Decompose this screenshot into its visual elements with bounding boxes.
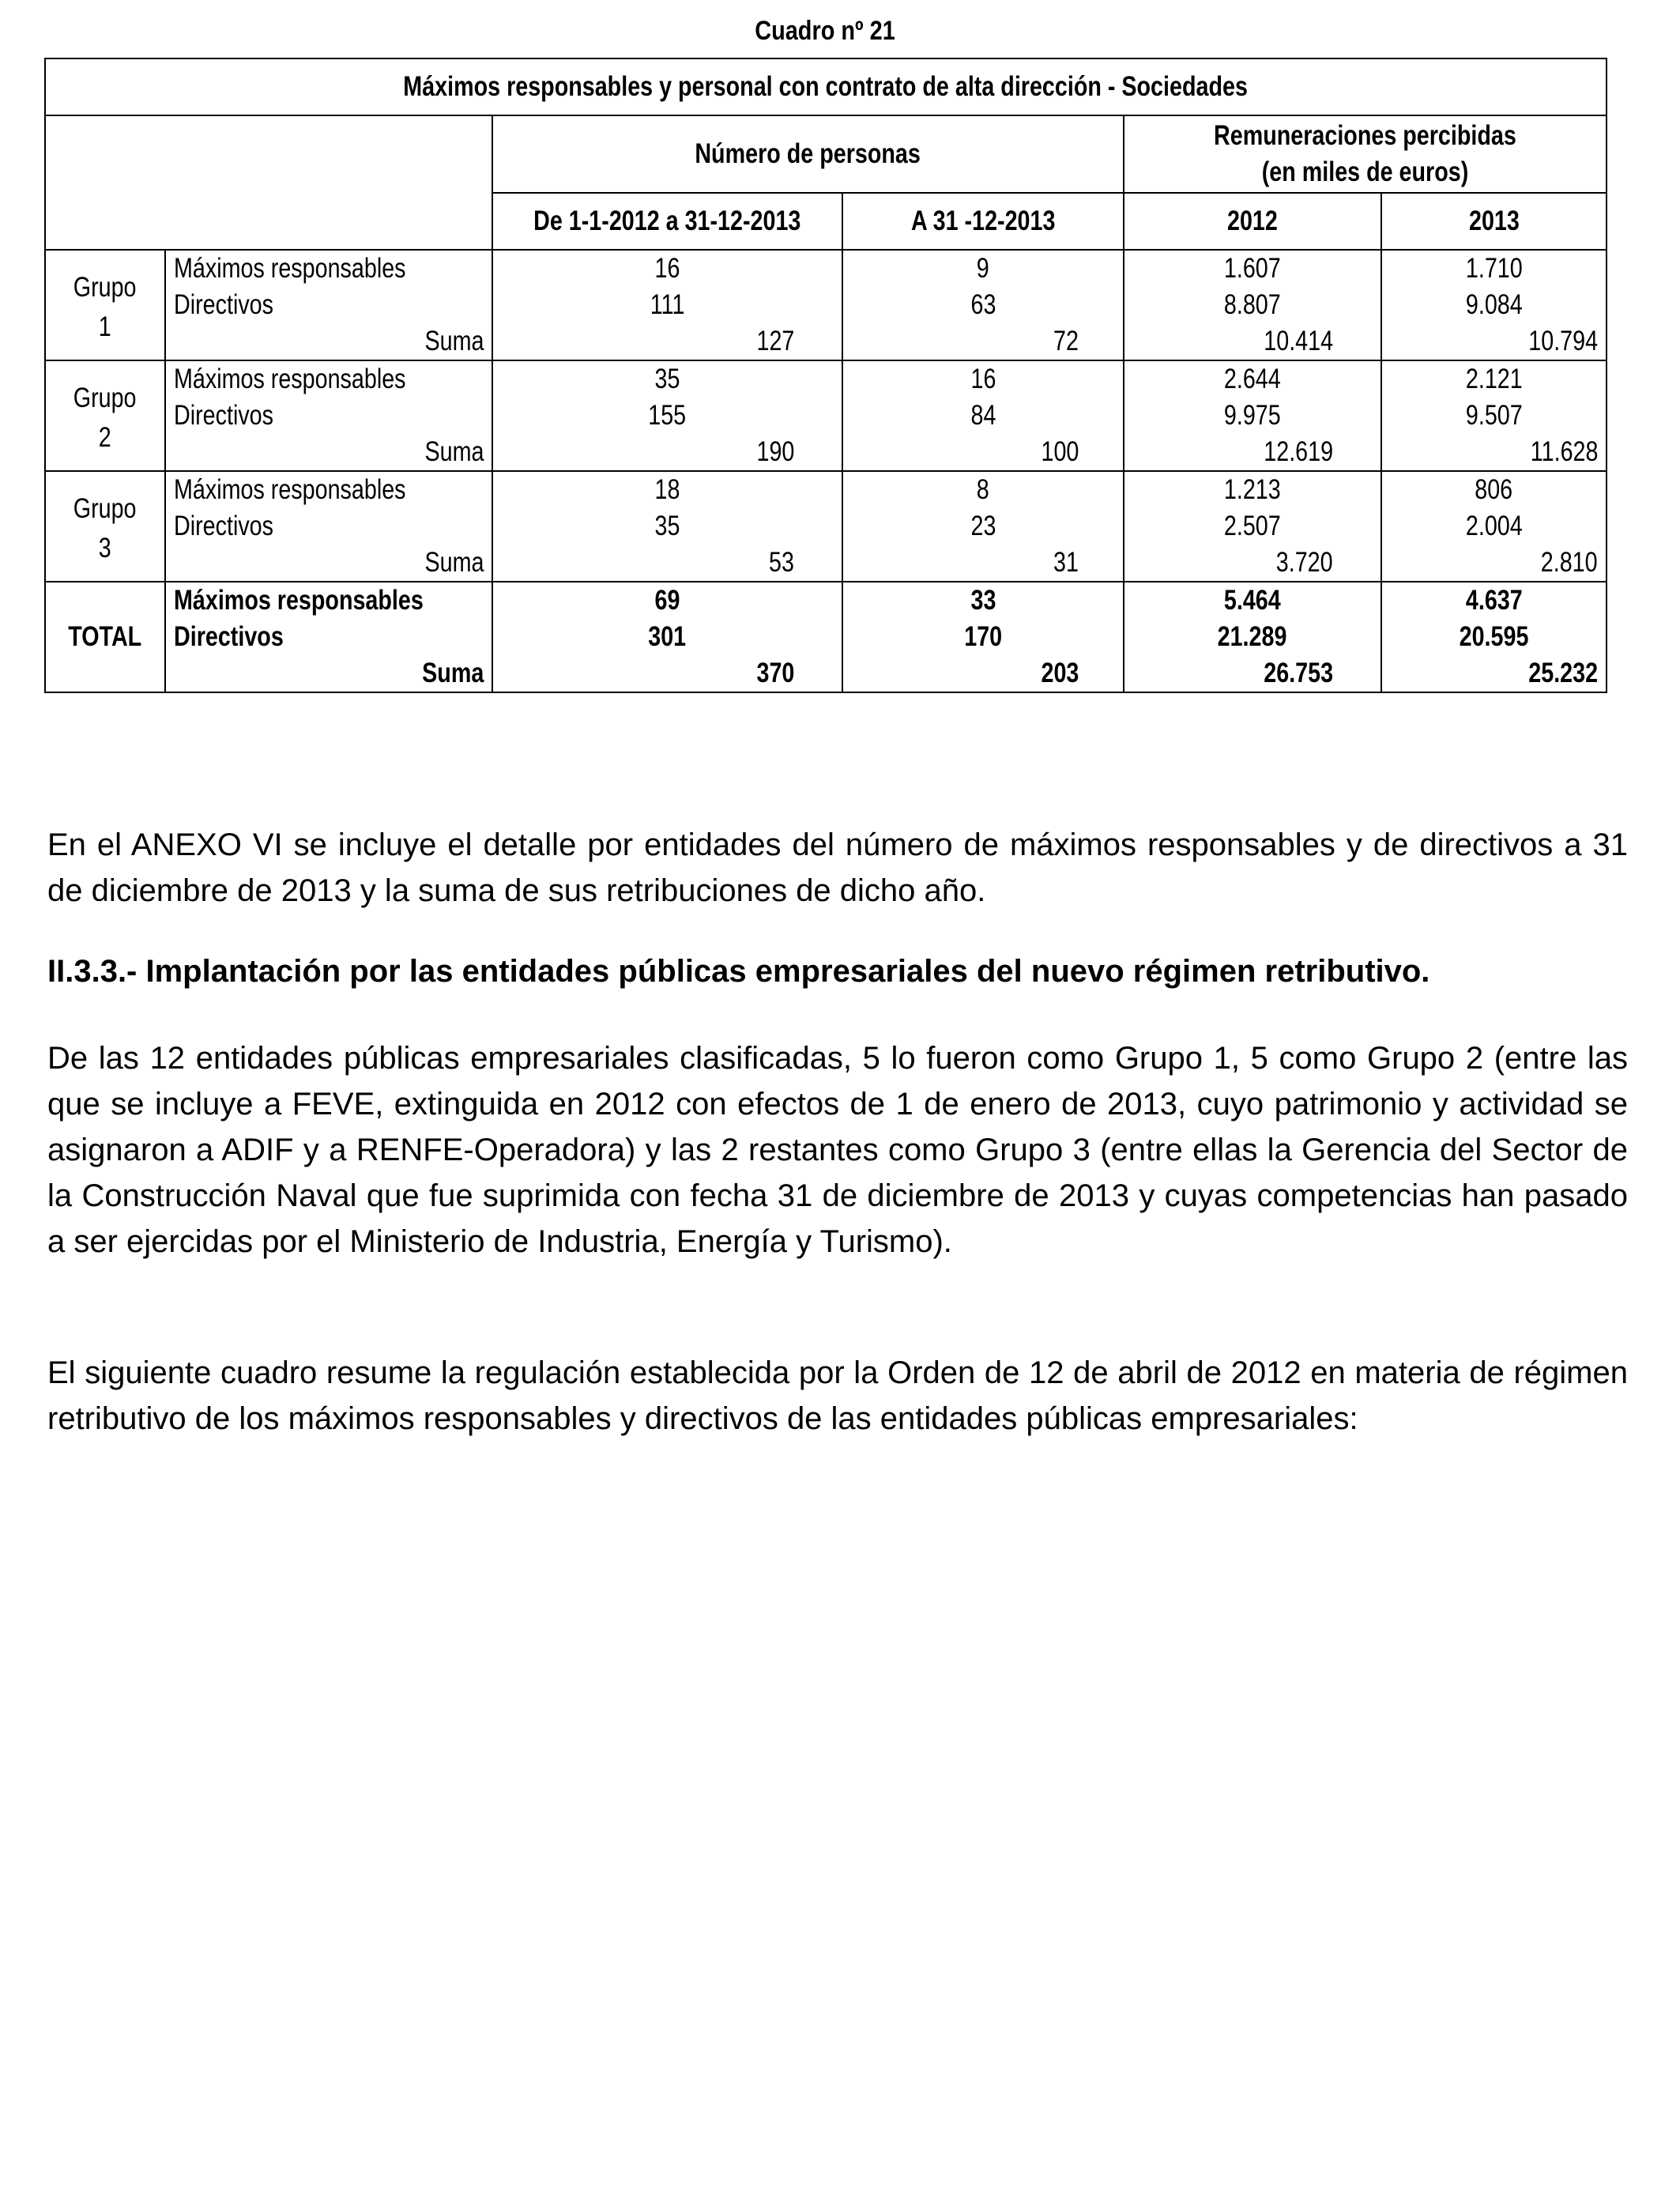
cell-rem-2012: 8.807 <box>1124 287 1381 323</box>
header-col-2013: 2013 <box>1381 193 1607 250</box>
group-label: Grupo 2 <box>45 360 165 471</box>
cell-a-fecha: 31 <box>842 545 1124 582</box>
table-row-total-sum <box>45 655 1607 692</box>
cell-rem-2012: 3.720 <box>1124 545 1381 582</box>
cell-rem-2013: 4.637 <box>1381 582 1607 619</box>
row-label: Máximos responsables <box>165 582 492 619</box>
cell-periodo: 111 <box>492 287 842 323</box>
paragraph-3: El siguiente cuadro resume la regulación establecida por la Orden de 12 de abril de 2012 en materia de régimen retributivo de los máximos responsables y directivos de las entidades públicas empresariales: <box>47 1355 1628 1436</box>
table-title-row <box>45 58 1607 115</box>
cell-rem-2012: 9.975 <box>1124 398 1381 434</box>
cell-rem-2012: 2.644 <box>1124 360 1381 398</box>
row-label: Suma <box>165 655 492 692</box>
cell-rem-2012: 12.619 <box>1124 434 1381 471</box>
cell-periodo: 35 <box>492 360 842 398</box>
table-row <box>45 360 1607 398</box>
cell-rem-2013: 806 <box>1381 471 1607 508</box>
cell-rem-2013: 11.628 <box>1381 434 1607 471</box>
cell-rem-2013: 20.595 <box>1381 619 1607 655</box>
cell-rem-2012: 26.753 <box>1124 655 1381 692</box>
cell-a-fecha: 63 <box>842 287 1124 323</box>
table-row-total <box>45 582 1607 619</box>
row-label: Máximos responsables <box>165 360 492 398</box>
row-label: Directivos <box>165 619 492 655</box>
total-label: TOTAL <box>45 582 165 692</box>
cell-rem-2013: 2.004 <box>1381 508 1607 545</box>
cell-periodo: 127 <box>492 323 842 360</box>
cell-a-fecha: 9 <box>842 250 1124 287</box>
row-label: Suma <box>165 545 492 582</box>
cell-periodo: 155 <box>492 398 842 434</box>
cell-periodo: 301 <box>492 619 842 655</box>
cell-a-fecha: 8 <box>842 471 1124 508</box>
cell-rem-2013: 2.810 <box>1381 545 1607 582</box>
group-label: Grupo 1 <box>45 250 165 360</box>
table-row-sum <box>45 323 1607 360</box>
table-row <box>45 287 1607 323</box>
header-col-period: De 1-1-2012 a 31-12-2013 <box>492 193 842 250</box>
row-label: Máximos responsables <box>165 250 492 287</box>
cell-a-fecha: 23 <box>842 508 1124 545</box>
cell-a-fecha: 33 <box>842 582 1124 619</box>
table-row-sum <box>45 434 1607 471</box>
cell-rem-2013: 25.232 <box>1381 655 1607 692</box>
cell-rem-2012: 1.213 <box>1124 471 1381 508</box>
row-label: Directivos <box>165 508 492 545</box>
cell-rem-2012: 21.289 <box>1124 619 1381 655</box>
cell-a-fecha: 16 <box>842 360 1124 398</box>
cell-periodo: 190 <box>492 434 842 471</box>
cell-periodo: 16 <box>492 250 842 287</box>
cell-a-fecha: 203 <box>842 655 1124 692</box>
table-caption: Cuadro nº 21 <box>755 16 895 46</box>
row-label: Directivos <box>165 398 492 434</box>
cell-rem-2012: 2.507 <box>1124 508 1381 545</box>
cell-rem-2013: 1.710 <box>1381 250 1607 287</box>
table-title: Máximos responsables y personal con contrato de alta dirección - Sociedades <box>45 58 1607 115</box>
table-row <box>45 250 1607 287</box>
header-blank-cell <box>45 115 492 250</box>
table-header-row-1 <box>45 115 1607 193</box>
table-row <box>45 398 1607 434</box>
section-heading: II.3.3.- Implantación por las entidades públicas empresariales del nuevo régimen retributivo. <box>47 954 1430 989</box>
header-col-date: A 31 -12-2013 <box>842 193 1124 250</box>
cell-periodo: 35 <box>492 508 842 545</box>
cell-periodo: 370 <box>492 655 842 692</box>
table-row-sum <box>45 545 1607 582</box>
header-remuneraciones: Remuneraciones percibidas (en miles de euros) <box>1124 115 1607 193</box>
row-label: Máximos responsables <box>165 471 492 508</box>
cell-a-fecha: 170 <box>842 619 1124 655</box>
row-label: Directivos <box>165 287 492 323</box>
table-row-total <box>45 619 1607 655</box>
cell-rem-2012: 10.414 <box>1124 323 1381 360</box>
cell-rem-2013: 10.794 <box>1381 323 1607 360</box>
cell-a-fecha: 72 <box>842 323 1124 360</box>
cell-rem-2013: 2.121 <box>1381 360 1607 398</box>
table-row <box>45 471 1607 508</box>
paragraph-1: En el ANEXO VI se incluye el detalle por entidades del número de máximos responsables y de directivos a 31 de diciembre de 2013 y la suma de sus retribuciones de dicho año. <box>47 827 1628 908</box>
row-label: Suma <box>165 434 492 471</box>
cell-periodo: 53 <box>492 545 842 582</box>
paragraph-2: De las 12 entidades públicas empresariales clasificadas, 5 lo fueron como Grupo 1, 5 como Grupo 2 (entre las que se incluye a FEVE, extinguida en 2012 con efectos de 1 de enero de 2013, cuyo patrimonio y actividad se asignaron a ADIF y a RENFE-Operadora) y las 2 restantes como Grupo 3 (entre ellas la Gerencia del Sector de la Construcción Naval que fue suprimida con fecha 31 de diciembre de 2013 y cuyas competencias han pasado a ser ejercidas por el Ministerio de Industria, Energía y Turismo). <box>47 1041 1628 1259</box>
cell-rem-2012: 5.464 <box>1124 582 1381 619</box>
cell-periodo: 69 <box>492 582 842 619</box>
cell-a-fecha: 84 <box>842 398 1124 434</box>
header-num-personas: Número de personas <box>492 115 1124 193</box>
group-label: Grupo 3 <box>45 471 165 582</box>
cell-rem-2012: 1.607 <box>1124 250 1381 287</box>
data-table <box>44 58 1607 693</box>
row-label: Suma <box>165 323 492 360</box>
cell-rem-2013: 9.507 <box>1381 398 1607 434</box>
cell-a-fecha: 100 <box>842 434 1124 471</box>
cell-rem-2013: 9.084 <box>1381 287 1607 323</box>
cell-periodo: 18 <box>492 471 842 508</box>
table-row <box>45 508 1607 545</box>
header-col-2012: 2012 <box>1124 193 1381 250</box>
